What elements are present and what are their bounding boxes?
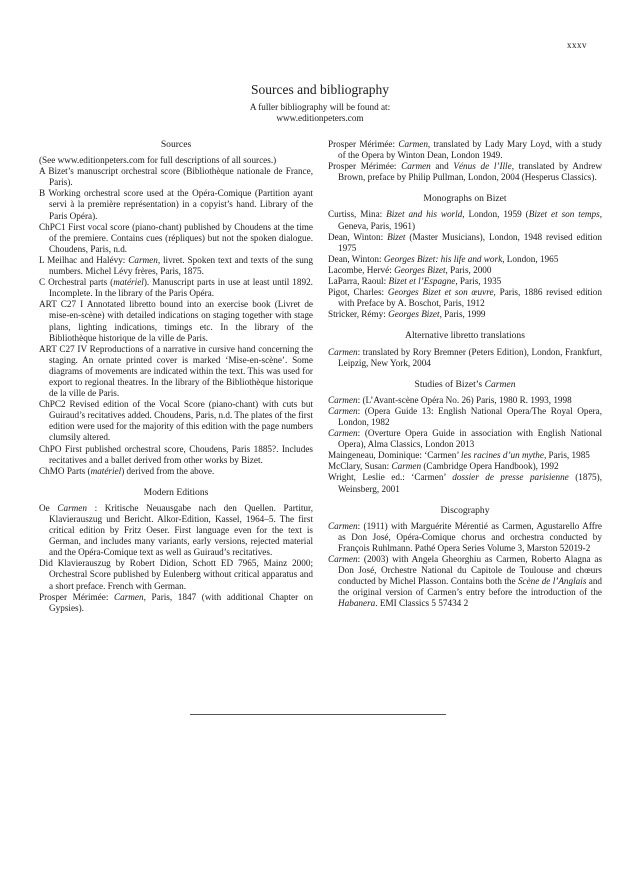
bibliography-entry: Prosper Mérimée: Carmen, translated by Lady Mary Loyd, with a study of the Opera by Winton Dean, London 1949.	[328, 139, 602, 161]
sources-note: (See www.editionpeters.com for full descriptions of all sources.)	[39, 155, 277, 166]
footer-rule	[190, 714, 446, 715]
bibliography-entry: Dean, Winton: Bizet (Master Musicians), London, 1948 revised edition 1975	[328, 231, 603, 253]
bibliography-entry: Wright, Leslie ed.: ‘Carmen’ dossier de presse parisienne (1875), Weinsberg, 2001	[328, 472, 602, 494]
bibliography-entry: B Working orchestral score used at the Opéra-Comique (Partition ayant servi à la première représentation) in a copyist’s hand. Library of the Paris Opéra).	[39, 188, 313, 221]
modern-editions-list	[39, 503, 313, 614]
bibliography-entry: McClary, Susan: Carmen (Cambridge Opera Handbook), 1992	[328, 461, 559, 472]
page-title: Sources and bibliography	[251, 82, 389, 97]
left-column	[39, 139, 313, 614]
bibliography-url: www.editionpeters.com	[276, 113, 364, 123]
discography-heading: Discography	[440, 504, 490, 516]
bibliography-note: A fuller bibliography will be found at:	[249, 102, 391, 112]
bibliography-entry: C Orchestral parts (matériel). Manuscript parts in use at least until 1892. Incomplete. In the library of the Paris Opéra.	[39, 277, 313, 299]
bibliography-entry: Curtiss, Mina: Bizet and his world, London, 1959 (Bizet et son temps, Geneva, Paris, 1961)	[328, 209, 603, 231]
bibliography-entry: Carmen: (2003) with Angela Gheorghiu as Carmen, Roberto Alagna as Don José, Orchestre National du Capitole de Toulouse and chœurs conducted by Michel Plasson. Contains both the Scène de l’Anglais and the original version of Carmen’s entry before the introduction of the Habanera. EMI Classics 5 57434 2	[328, 554, 603, 609]
bibliography-entry: ART C27 I Annotated libretto bound into an exercise book (Livret de mise-en-scène) with detailed indications on staging together with stage plans, lighting indications, timings etc. In the library of the Bibliothèque historique de la ville de Paris.	[39, 299, 313, 343]
right-column	[328, 139, 602, 609]
bibliography-entry: ART C27 IV Reproductions of a narrative in cursive hand concerning the staging. An ornate printed cover is marked ‘Mise-en-scène’. Some diagrams of movements are indicated within the text. This was used for export to regional theatres. In the library of the Bibliothèque historique de la ville de Paris.	[39, 343, 313, 399]
bibliography-entry: ChPC1 First vocal score (piano-chant) published by Choudens at the time of the premiere. Contains cues (répliques) but not the spoken dialogue. Choudens, Paris, n.d.	[39, 221, 313, 254]
bibliography-entry: Carmen: (Opera Guide 13: English National Opera/The Royal Opera, London, 1982	[328, 405, 602, 427]
discography-list	[328, 521, 602, 610]
bibliography-entry: Stricker, Rémy: Georges Bizet, Paris, 1999	[328, 309, 486, 320]
bibliography-entry: Prosper Mérimée: Carmen and Vénus de l’Ille, translated by Andrew Brown, preface by Philip Pullman, London, 2004 (Hesperus Classics).	[328, 161, 602, 183]
alt-libretto-heading: Alternative libretto translations	[405, 330, 525, 342]
studies-list	[328, 395, 602, 495]
studies-heading	[328, 379, 602, 390]
bibliography-entry: Carmen: (Overture Opera Guide in association with English National Opera), Alma Classics, London 2013	[328, 428, 602, 450]
bibliography-entry: L Meilhac and Halévy: Carmen, livret. Spoken text and texts of the sung numbers. Michel Lévy frères, Paris, 1875.	[39, 254, 313, 277]
bibliography-entry: LaParra, Raoul: Bizet et l’Espagne, Paris, 1935	[328, 276, 502, 287]
modern-editions-heading: Modern Editions	[143, 486, 209, 498]
studies-heading-work: Carmen	[484, 378, 516, 390]
bibliography-entry: Carmen: translated by Rory Bremner (Peters Edition), London, Frankfurt, Leipzig, New York, 2004	[328, 346, 602, 368]
modern-editions-continued	[328, 139, 602, 183]
bibliography-entry: Dean, Winton: Georges Bizet: his life and work, London, 1965	[328, 253, 559, 264]
bibliography-entry: ChMO Parts (matériel) derived from the above.	[39, 465, 215, 476]
bibliography-entry: Prosper Mérimée: Carmen, Paris, 1847 (with additional Chapter on Gypsies).	[39, 591, 313, 613]
bibliography-entry: Pigot, Charles: Georges Bizet et son œuvre, Paris, 1886 revised edition with Preface by A. Boschot, Paris, 1912	[328, 287, 602, 309]
studies-heading-prefix: Studies of Bizet’s	[414, 378, 485, 390]
page-number: xxxv	[567, 40, 587, 50]
bibliography-entry: Oe Carmen : Kritische Neuausgabe nach den Quellen. Partitur, Klavierauszug und Bericht. Alkor-Edition, Kassel, 1964–5. The first critical edition by Fritz Oeser. First language even for the text is German, and includes many variants, early versions, rejected material and the Opéra-Comique text as well as Guiraud’s recitatives.	[39, 502, 314, 558]
bibliography-entry: Carmen: (L’Avant-scène Opéra No. 26) Paris, 1980 R. 1993, 1998	[328, 394, 572, 405]
alt-libretto-list	[328, 347, 602, 369]
bibliography-entry: Carmen: (1911) with Marguérite Mérentié as Carmen, Agustarello Affre as Don José, Opéra-Comique chorus and orchestra conducted by François Ruhlmann. Pathé Opera Series Volume 3, Marston 52019-2	[328, 520, 602, 553]
bibliography-entry: ChPO First published orchestral score, Choudens, Paris 1885?. Includes recitatives and a ballet derived from other works by Bizet.	[39, 443, 313, 465]
page-header	[0, 82, 640, 124]
bibliography-entry: ChPC2 Revised edition of the Vocal Score (piano-chant) with cuts but Guiraud’s recitatives added. Choudens, Paris, n.d. The plates of the first edition were used for the majority of this edition with the page numbers clumsily altered.	[39, 399, 313, 443]
sources-heading: Sources	[160, 139, 192, 150]
bibliography-entry: A Bizet’s manuscript orchestral score (Bibliothèque nationale de France, Paris).	[39, 166, 313, 188]
monographs-heading: Monographs on Bizet	[423, 193, 507, 205]
bibliography-entry: Lacombe, Hervé: Georges Bizet, Paris, 2000	[328, 264, 492, 275]
bibliography-entry: Maingeneau, Dominique: ‘Carmen’ les racines d’un mythe, Paris, 1985	[328, 450, 590, 461]
bibliography-entry: Did Klavierauszug by Robert Didion, Schott ED 7965, Mainz 2000; Orchestral Score published by Eulenberg without critical apparatus and a short preface. French with German.	[39, 558, 313, 591]
sources-list	[39, 166, 313, 477]
monographs-list	[328, 209, 602, 320]
